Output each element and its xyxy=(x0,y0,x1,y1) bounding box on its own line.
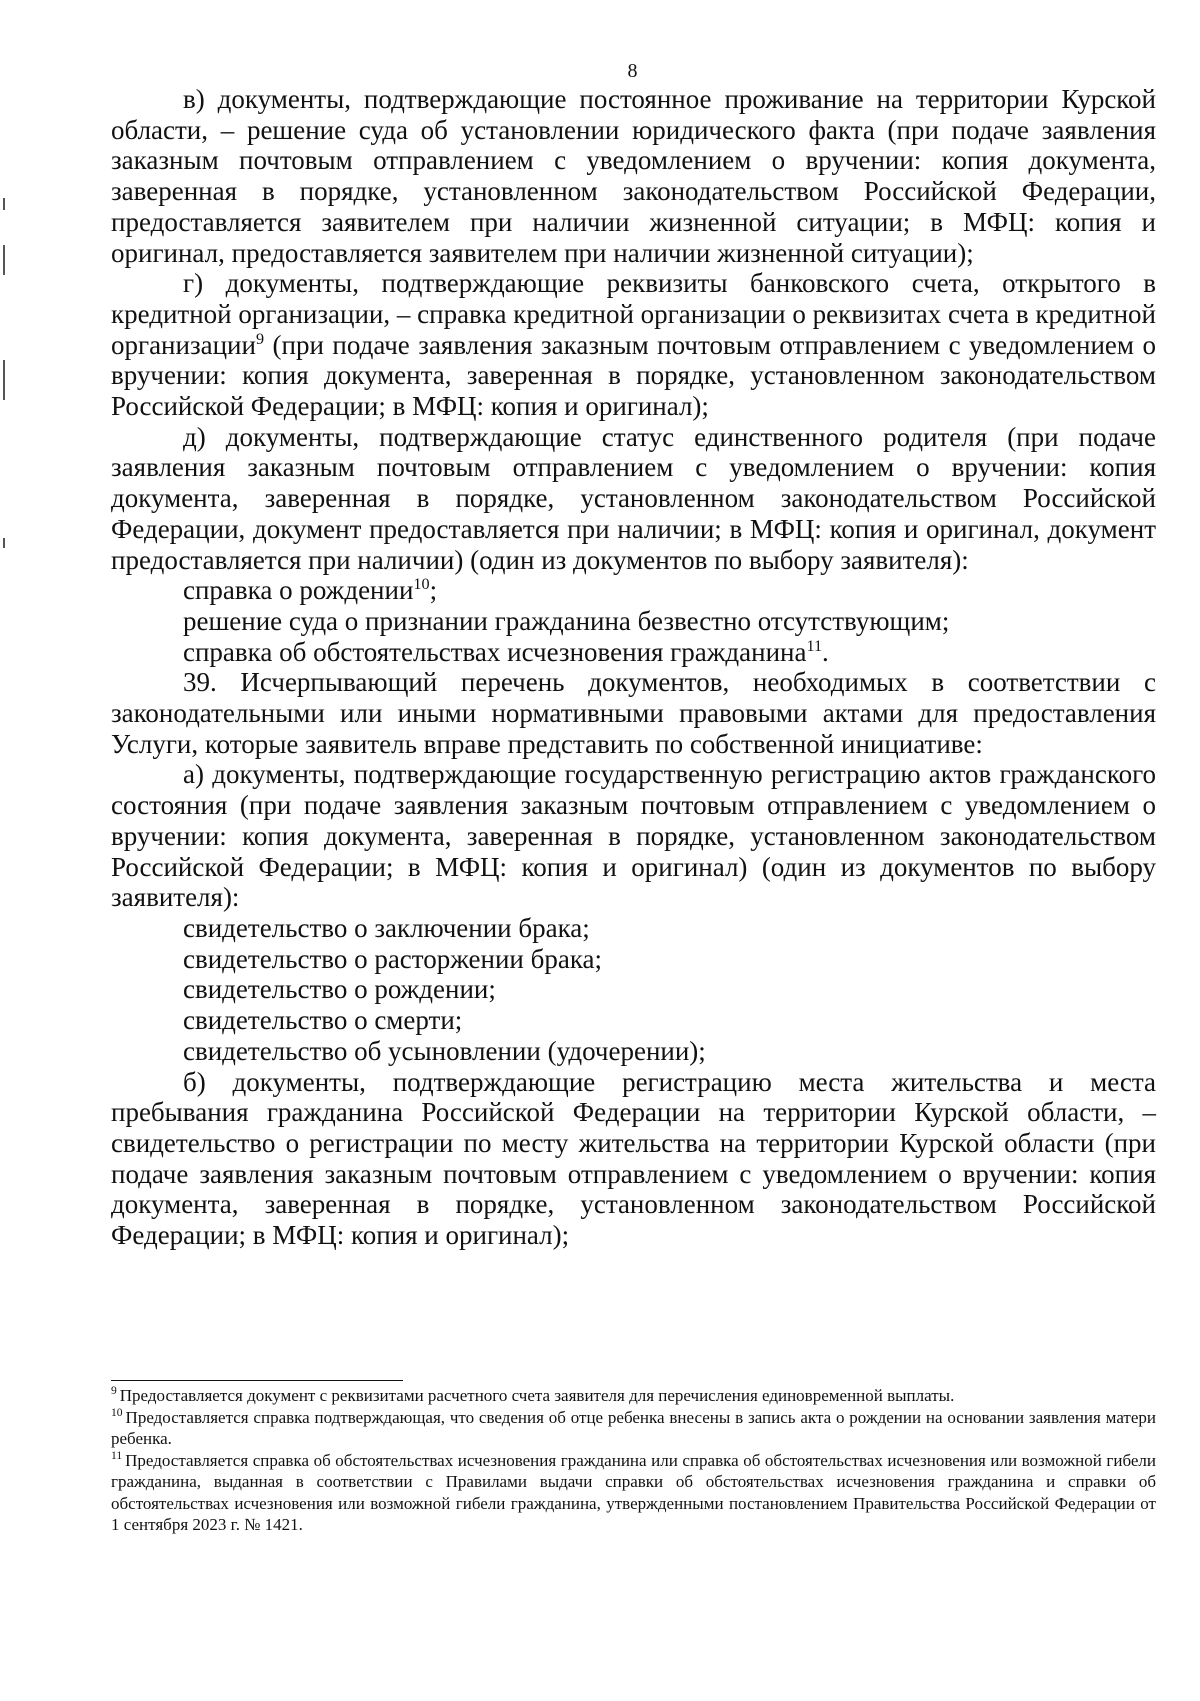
paragraph-d-single-parent-documents xyxy=(111,422,1156,576)
list-item xyxy=(111,606,1156,637)
list-item-text: свидетельство о расторжении брака; xyxy=(183,943,603,974)
paragraph-text: д) документы, подтверждающие статус единственного родителя (при подаче заявления заказным почтовым отправлением с уведомлением о вручении: копия документа, заверенная в порядке, установленном законодательством Российской Федерации, документ предоставляется при наличии; в МФЦ: копия и оригинал, документ предоставляется при наличии) (один из документов по выбору заявителя): xyxy=(111,421,1156,575)
footnote-mark: 10 xyxy=(111,1405,123,1419)
list-item-text: свидетельство о смерти; xyxy=(183,1005,463,1036)
paragraph-b-registration-documents xyxy=(111,1067,1156,1251)
scan-artifact xyxy=(3,245,5,275)
paragraph-text: б) документы, подтверждающие регистрацию места жительства и места пребывания гражданина Российской Федерации на территории Курской области, – свидетельство о регистрации по месту жительства на территории Курской области (при подаче заявления заказным почтовым отправлением с уведомлением о вручении: копия документа, заверенная в порядке, установленном законодательством Российской Федерации; в МФЦ: копия и оригинал); xyxy=(111,1066,1156,1251)
paragraph-text: г) документы, подтверждающие реквизиты банковского счета, открытого в кредитной организации, – справка кредитной организации о реквизитах счета в кредитной организации xyxy=(111,268,1156,360)
paragraph-v-residence-documents xyxy=(111,84,1156,268)
footnote-text: Предоставляется справка подтверждающая, что сведения об отце ребенка внесены в запись акта о рождении на основании заявления матери ребенка. xyxy=(111,1407,1156,1448)
list-item-text: справка об обстоятельствах исчезновения гражданина xyxy=(183,636,807,667)
footnote-mark: 9 xyxy=(111,1384,117,1398)
footnote-text: Предоставляется документ с реквизитами расчетного счета заявителя для перечисления единовременной выплаты. xyxy=(119,1386,955,1405)
footnote-ref: 10 xyxy=(413,575,430,594)
list-item xyxy=(111,913,1156,944)
list-item-text: ; xyxy=(429,575,438,606)
footnote xyxy=(111,1385,1156,1407)
paragraph-text: а) документы, подтверждающие государственную регистрацию актов гражданского состояния (при подаче заявления заказным почтовым отправлением с уведомлением о вручении: копия документа, заверенная в порядке, установленном законодательством Российской Федерации; в МФЦ: копия и оригинал) (один из документов по выбору заявителя): xyxy=(111,759,1156,913)
list-item-text: решение суда о признании гражданина безвестно отсутствующим; xyxy=(183,605,950,636)
paragraph-text: в) документы, подтверждающие постоянное проживание на территории Курской области, – решение суда об установлении юридического факта (при подаче заявления заказным почтовым отправлением с уведомлением о вручении: копия документа, заверенная в порядке, установленном законодательством Российской Федерации, предоставляется заявителем при наличии жизненной ситуации; в МФЦ: копия и оригинал, предоставляется заявителем при наличии жизненной ситуации); xyxy=(111,84,1156,268)
scan-artifact xyxy=(3,538,5,548)
scan-artifact xyxy=(3,360,5,400)
list-item-text: свидетельство о рождении; xyxy=(183,974,496,1005)
paragraph-39-exhaustive-list xyxy=(111,667,1156,759)
footnotes xyxy=(111,1385,1156,1536)
list-item-text: свидетельство о заключении брака; xyxy=(183,912,590,943)
document-body xyxy=(111,84,1156,1251)
list-item-text: свидетельство об усыновлении (удочерении); xyxy=(183,1035,706,1066)
list-item xyxy=(111,1036,1156,1067)
scan-artifact xyxy=(3,198,5,210)
paragraph-a-civil-status-documents xyxy=(111,759,1156,913)
list-item xyxy=(111,1005,1156,1036)
list-item xyxy=(111,944,1156,975)
footnote-text: Предоставляется справка об обстоятельствах исчезновения гражданина или справка об обстоятельствах исчезновения или возможной гибели гражданина, выданная в соответствии с Правилами выдачи справки об обстоятельствах исчезновения гражданина и справки об обстоятельствах исчезновения или возможной гибели гражданина, утвержденными постановлением Правительства Российской Федерации от 1 сентября 2023 г. № 1421. xyxy=(111,1450,1156,1534)
footnote-separator xyxy=(111,1380,403,1381)
list-item-text: . xyxy=(822,636,829,667)
page-number: 8 xyxy=(627,60,638,82)
footnote xyxy=(111,1450,1156,1536)
paragraph-text: (при подаче заявления заказным почтовым отправлением с уведомлением о вручении: копия документа, заверенная в порядке, установленном законодательством Российской Федерации; в МФЦ: копия и оригинал); xyxy=(111,329,1156,422)
list-item-text: справка о рождении xyxy=(183,575,414,606)
footnote-ref: 11 xyxy=(806,636,823,655)
list-item xyxy=(111,974,1156,1005)
list-item xyxy=(111,637,1156,668)
list-item xyxy=(111,575,1156,606)
paragraph-g-bank-account-documents xyxy=(111,268,1156,422)
footnote-mark: 11 xyxy=(111,1448,123,1462)
footnote xyxy=(111,1407,1156,1450)
paragraph-text: 39. Исчерпывающий перечень документов, необходимых в соответствии с законодательными или иными нормативными правовыми актами для предоставления Услуги, которые заявитель вправе представить по собственной инициативе: xyxy=(111,667,1156,759)
footnote-ref: 9 xyxy=(255,329,265,348)
